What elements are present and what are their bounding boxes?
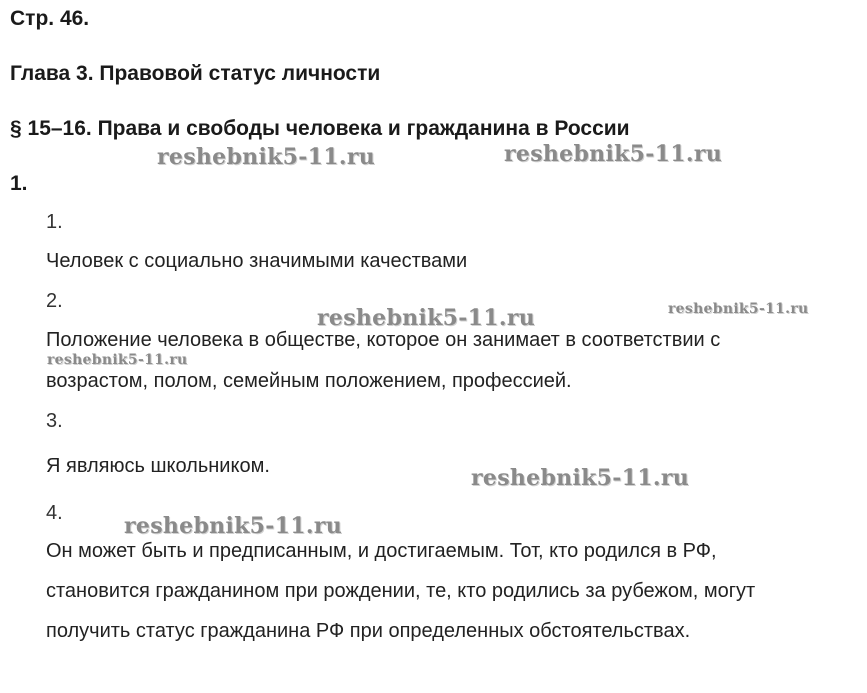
task-number: 1. xyxy=(10,172,28,195)
answer-4-line-1: Он может быть и предписанным, и достигаемым. Тот, кто родился в РФ, xyxy=(46,540,717,562)
answer-3-line-1: Я являюсь школьником. xyxy=(46,455,270,477)
answer-2-line-2: возрастом, полом, семейным положением, профессией. xyxy=(46,370,572,392)
section-title: § 15–16. Права и свободы человека и гражданина в России xyxy=(10,117,630,140)
answer-4-number: 4. xyxy=(46,502,63,524)
answer-1-line-1: Человек с социально значимыми качествами xyxy=(46,250,468,272)
page-label: Стр. 46. xyxy=(10,7,90,30)
watermark: reshebnik5-11.ru xyxy=(504,141,723,167)
answer-4-line-3: получить статус гражданина РФ при определенных обстоятельствах. xyxy=(46,620,691,642)
answer-1-number: 1. xyxy=(46,211,63,233)
watermark: reshebnik5-11.ru xyxy=(157,144,376,170)
answer-2-line-1: Положение человека в обществе, которое он занимает в соответствии с xyxy=(46,329,721,351)
watermark: reshebnik5-11.ru xyxy=(47,352,188,368)
watermark: reshebnik5-11.ru xyxy=(471,465,690,491)
answer-3-number: 3. xyxy=(46,410,63,432)
watermark: reshebnik5-11.ru xyxy=(317,305,536,331)
watermark: reshebnik5-11.ru xyxy=(124,513,343,539)
chapter-title: Глава 3. Правовой статус личности xyxy=(10,62,381,85)
answer-2-number: 2. xyxy=(46,290,63,312)
watermark: reshebnik5-11.ru xyxy=(668,301,809,317)
answer-4-line-2: становится гражданином при рождении, те, кто родились за рубежом, могут xyxy=(46,580,756,602)
